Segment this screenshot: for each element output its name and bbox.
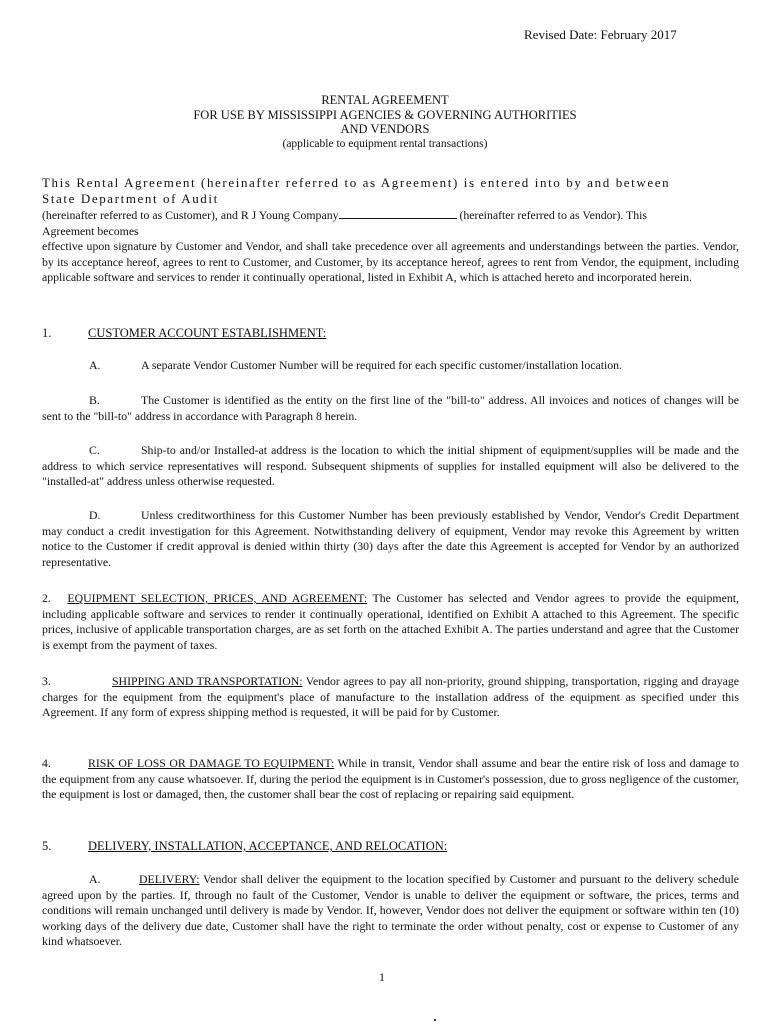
item-c-label: C. [89, 443, 100, 457]
section-4-title: RISK OF LOSS OR DAMAGE TO EQUIPMENT: [88, 756, 335, 770]
item-5a-heading: DELIVERY: [139, 872, 200, 886]
section-5-item-a [42, 872, 739, 950]
section-3-title: SHIPPING AND TRANSPORTATION: [112, 674, 303, 688]
section-4-text: While in transit, Vendor shall assume and bear the entire risk of loss and damage to the equipment from any cause whatsoever. If, during the period the equipment is in Customer's possession, due to gross negligence of the customer, the equipment is lost or damaged, then, the customer shall bear the cost of replacing or repairing said equipment. [42, 756, 739, 802]
section-2-text: The Customer has selected and Vendor agrees to provide the equipment, including applicable software and services to render it continually operational, identified on Exhibit A attached to this Agreement. The specific prices, inclusive of applicable transportation charges, are as set forth on the attached Exhibit A. The parties understand and agree that the Customer is exempt from the payment of taxes. [42, 591, 739, 652]
intro-line-4 [42, 224, 739, 240]
title-line-2: FOR USE BY MISSISSIPPI AGENCIES & GOVERNING AUTHORITIES [193, 107, 577, 122]
intro-customer-text: (hereinafter referred to as Customer), and R J Young Company [42, 208, 339, 222]
item-d-text: Unless creditworthiness for this Customer Number has been previously established by Vendor, Vendor's Credit Department may conduct a credit investigation for this Agreement. Notwithstanding delivery of equipment, Vendor may revoke this Agreement by written notice to the Customer if credit approval is denied within thirty (30) days after the date this Agreement is accepted for Vendor by an authorized representative. [42, 508, 739, 569]
item-c-text: Ship-to and/or Installed-at address is the location to which the initial shipment of equipment/supplies will be made and the address to which service representatives will respond. Subsequent shipments of supplies for installed equipment will also be delivered to the "installed-at" address unless otherwise requested. [42, 443, 739, 489]
item-d-label: D. [89, 508, 101, 522]
title-line-1: RENTAL AGREEMENT [321, 93, 449, 107]
item-b-label: B. [89, 393, 100, 407]
intro-line-3 [42, 208, 739, 224]
intro-line-2: State Department of Audit [42, 191, 219, 206]
section-1-item-d [42, 508, 739, 570]
item-a-label: A. [89, 358, 101, 372]
section-1-title: CUSTOMER ACCOUNT ESTABLISHMENT: [88, 326, 327, 340]
item-a-text: A separate Vendor Customer Number will be required for each specific customer/installation location. [141, 358, 623, 372]
revised-date: Revised Date: February 2017 [524, 27, 677, 42]
intro-heading [42, 175, 742, 207]
section-1-item-c [42, 443, 739, 490]
section-5-number: 5. [42, 839, 52, 853]
document-title [0, 93, 770, 151]
title-line-3: AND VENDORS [340, 122, 430, 137]
item-5a-label: A. [89, 872, 101, 886]
intro-agreement-word: Agreement [42, 223, 95, 238]
section-3-text: Vendor agrees to pay all non-priority, ground shipping, transportation, rigging and drayage charges for the equipment from the equipment's place of manufacture to the installation address of the equipment as specified under this Agreement. If any form of express shipping method is requested, it will be paid for by Customer. [42, 674, 739, 720]
section-2-title: EQUIPMENT SELECTION, PRICES, AND AGREEMENT: [67, 591, 368, 605]
section-1-number: 1. [42, 326, 52, 340]
page-number: 1 [379, 970, 385, 984]
item-b-text: The Customer is identified as the entity on the first line of the "bill-to" address. All invoices and notices of changes will be sent to the "bill-to" address in accordance with Paragraph 8 herein. [42, 393, 739, 423]
section-2 [42, 591, 739, 653]
section-5-title: DELIVERY, INSTALLATION, ACCEPTANCE, AND RELOCATION: [88, 839, 448, 853]
section-1-heading [42, 326, 326, 341]
intro-vendor-text: (hereinafter referred to as Vendor). This [459, 208, 648, 222]
intro-becomes-word: becomes [97, 223, 139, 238]
intro-line-1: This Rental Agreement (hereinafter referred to as Agreement) is entered into by and between [42, 175, 671, 190]
intro-paragraph [42, 208, 739, 286]
section-4-number: 4. [42, 756, 51, 770]
title-line-4: (applicable to equipment rental transactions) [282, 137, 488, 150]
section-3 [42, 674, 739, 721]
vendor-blank-line [339, 208, 457, 219]
section-5-heading [42, 839, 447, 854]
section-4 [42, 756, 739, 803]
intro-body: effective upon signature by Customer and Vendor, and shall take precedence over all agreements and understandings between the parties. Vendor, by its acceptance hereof, agrees to rent to Customer, and Customer, by its acceptance hereof, agrees to rent from Vendor, the equipment, including applicable software and services to render it continually operational, listed in Exhibit A, which is attached hereto and incorporated herein. [42, 239, 739, 285]
section-1-item-a [42, 358, 739, 374]
section-2-number: 2. [42, 591, 51, 605]
item-5a-text: Vendor shall deliver the equipment to the location specified by Customer and pursuant to the delivery schedule agreed upon by the parties. If, through no fault of the Customer, Vendor is unable to deliver the equipment or software, the prices, terms and conditions will remain unchanged until delivery is made by Vendor. If, however, Vendor does not deliver the equipment or software within ten (10) working days of the delivery due date, Customer shall have the right to terminate the order without penalty, cost or expense to Customer of any kind whatsoever. [42, 872, 739, 949]
scan-speck [434, 1019, 436, 1021]
section-3-number: 3. [42, 674, 51, 688]
section-1-item-b [42, 393, 739, 424]
